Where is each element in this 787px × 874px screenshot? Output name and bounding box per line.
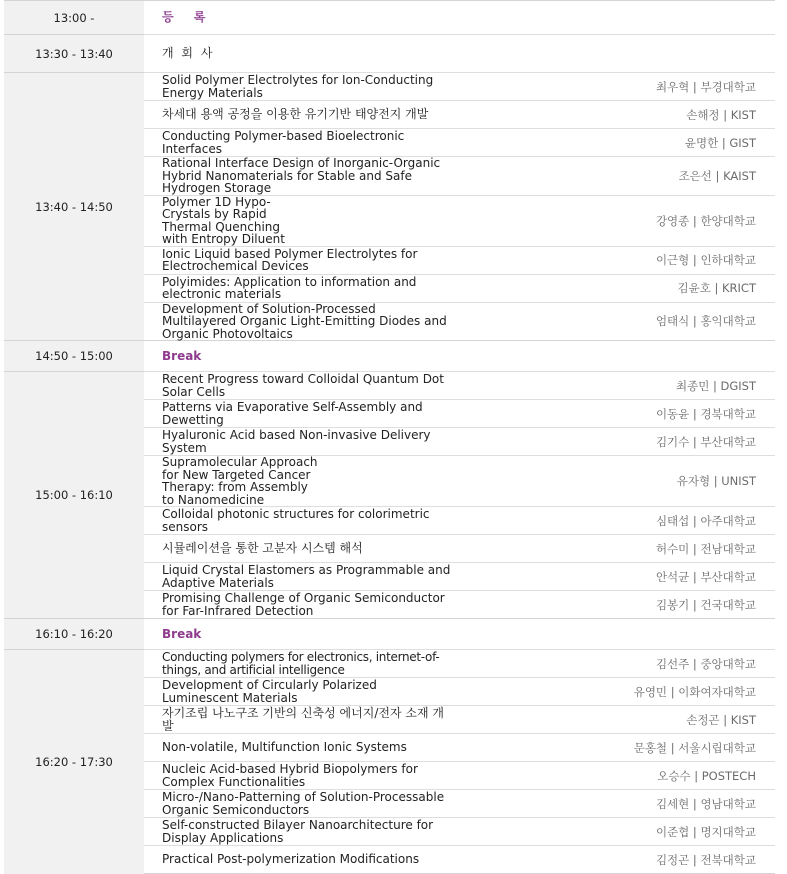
talk-title: 자기조립 나노구조 기반의 신축성 에너지/전자 소재 개발: [144, 706, 460, 734]
talk-speaker: 김정곤 | 전북대학교: [460, 846, 776, 874]
talk-title: Non-volatile, Multifunction Ionic Systems: [144, 734, 460, 762]
talk-title: Liquid Crystal Elastomers as Programmable and Adaptive Materials: [144, 563, 460, 591]
talk-title: 시뮬레이션을 통한 고분자 시스템 해석: [144, 535, 460, 563]
schedule-row-break: [4, 341, 775, 372]
talk-title: Micro-/Nano-Patterning of Solution-Processable Organic Semiconductors: [144, 790, 460, 818]
talk-title: Polymer 1D Hypo-Crystals by Rapid Thermal Quenching with Entropy Diluent: [144, 195, 460, 246]
talk-speaker: 엄태식 | 홍익대학교: [460, 302, 776, 341]
talk-title: Rational Interface Design of Inorganic-Organic Hybrid Nanomaterials for Stable and Safe Hydrogen Storage: [144, 157, 460, 196]
talk-speaker: 이동윤 | 경북대학교: [460, 400, 776, 428]
talk-title: Promising Challenge of Organic Semiconductor for Far-Infrared Detection: [144, 591, 460, 619]
talk-title: Conducting Polymer-based Bioelectronic Interfaces: [144, 129, 460, 157]
time-cell: 16:10 - 16:20: [4, 619, 144, 650]
schedule-row-opening: [4, 35, 775, 73]
talk-speaker: 조은선 | KAIST: [460, 157, 776, 196]
time-cell: 13:30 - 13:40: [4, 35, 144, 73]
talk-title: Conducting polymers for electronics, internet-of-things, and artificial intelligence: [144, 650, 460, 678]
session-time-cell: 13:40 - 14:50: [4, 73, 144, 341]
talk-speaker: 손정곤 | KIST: [460, 706, 776, 734]
talk-speaker: 손해정 | KIST: [460, 101, 776, 129]
talk-speaker: 김선주 | 중앙대학교: [460, 650, 776, 678]
registration-label: 등 록: [144, 1, 775, 35]
talk-speaker: 이근형 | 인하대학교: [460, 246, 776, 274]
talk-speaker: 김윤호 | KRICT: [460, 274, 776, 302]
talk-title: Solid Polymer Electrolytes for Ion-Conducting Energy Materials: [144, 73, 460, 101]
opening-label: 개 회 사: [144, 35, 775, 73]
talk-title: Polyimides: Application to information and electronic materials: [144, 274, 460, 302]
talk-title: Colloidal photonic structures for colorimetric sensors: [144, 507, 460, 535]
talk-title: Practical Post-polymerization Modifications: [144, 846, 460, 874]
schedule-row-registration: [4, 1, 775, 35]
talk-speaker: 이준협 | 명지대학교: [460, 818, 776, 846]
talk-title: Patterns via Evaporative Self-Assembly and Dewetting: [144, 400, 460, 428]
talk-speaker: 최우혁 | 부경대학교: [460, 73, 776, 101]
session-time-cell: 16:20 - 17:30: [4, 650, 144, 874]
talk-speaker: 문홍철 | 서울시립대학교: [460, 734, 776, 762]
talk-title: Recent Progress toward Colloidal Quantum Dot Solar Cells: [144, 372, 460, 400]
program-schedule-table: [4, 0, 775, 874]
time-cell: 13:00 -: [4, 1, 144, 35]
talk-title: Development of Circularly Polarized Luminescent Materials: [144, 678, 460, 706]
talk-speaker: 안석균 | 부산대학교: [460, 563, 776, 591]
break-label: Break: [144, 341, 775, 372]
talk-title: Ionic Liquid based Polymer Electrolytes for Electrochemical Devices: [144, 246, 460, 274]
talk-speaker: 오승수 | POSTECH: [460, 762, 776, 790]
time-cell: 14:50 - 15:00: [4, 341, 144, 372]
talk-speaker: 김세현 | 영남대학교: [460, 790, 776, 818]
talk-speaker: 윤명한 | GIST: [460, 129, 776, 157]
talk-title: Nucleic Acid-based Hybrid Biopolymers for Complex Functionalities: [144, 762, 460, 790]
talk-title: Hyaluronic Acid based Non-invasive Delivery System: [144, 428, 460, 456]
talk-row: [4, 73, 775, 101]
talk-speaker: 김봉기 | 건국대학교: [460, 591, 776, 619]
talk-row: [4, 650, 775, 678]
talk-speaker: 심태섭 | 아주대학교: [460, 507, 776, 535]
talk-speaker: 김기수 | 부산대학교: [460, 428, 776, 456]
session-time-cell: 15:00 - 16:10: [4, 372, 144, 619]
talk-speaker: 최종민 | DGIST: [460, 372, 776, 400]
talk-title: 차세대 용액 공정을 이용한 유기기반 태양전지 개발: [144, 101, 460, 129]
talk-row: [4, 372, 775, 400]
break-label: Break: [144, 619, 775, 650]
talk-speaker: 허수미 | 전남대학교: [460, 535, 776, 563]
talk-speaker: 강영종 | 한양대학교: [460, 195, 776, 246]
talk-title: Supramolecular Approach for New Targeted Cancer Therapy: from Assembly to Nanomedicine: [144, 456, 460, 507]
talk-speaker: 유자형 | UNIST: [460, 456, 776, 507]
talk-title: Self-constructed Bilayer Nanoarchitecture for Display Applications: [144, 818, 460, 846]
talk-speaker: 유영민 | 이화여자대학교: [460, 678, 776, 706]
schedule-row-break: [4, 619, 775, 650]
talk-title: Development of Solution-Processed Multilayered Organic Light-Emitting Diodes and Organic Photovoltaics: [144, 302, 460, 341]
